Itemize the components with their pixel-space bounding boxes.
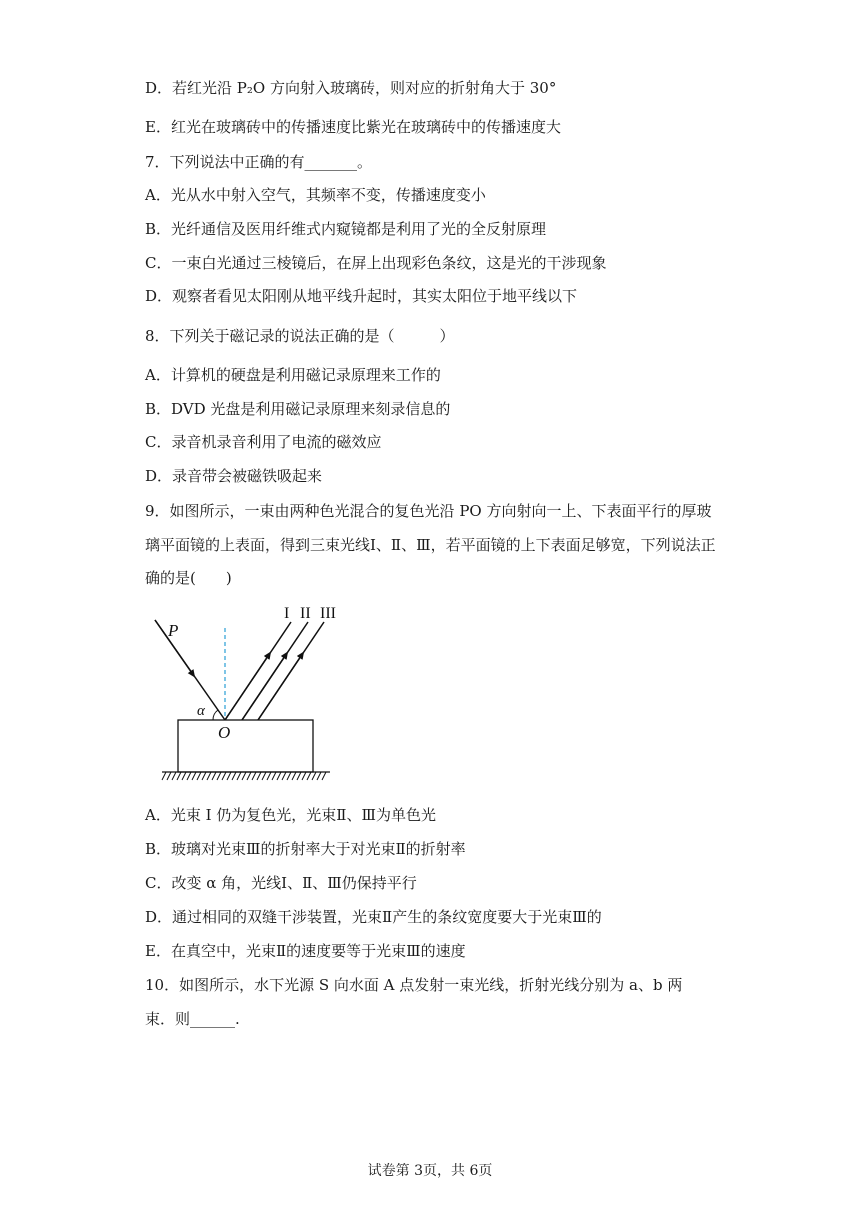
- question-9-line-3: 确的是( ): [145, 569, 232, 587]
- option-7d: D．观察者看见太阳刚从地平线升起时，其实太阳位于地平线以下: [145, 287, 578, 305]
- glass-block: [178, 720, 313, 772]
- question-8: 8．下列关于磁记录的说法正确的是（ ）: [145, 327, 455, 345]
- label-ray-i: I: [284, 605, 290, 622]
- label-ray-iii: III: [320, 605, 336, 622]
- option-7a: A．光从水中射入空气，其频率不变，传播速度变小: [145, 186, 486, 204]
- option-8b: B．DVD 光盘是利用磁记录原理来刻录信息的: [145, 400, 451, 418]
- option-9e: E．在真空中，光束Ⅱ的速度要等于光束Ⅲ的速度: [145, 942, 466, 960]
- question-9-line-2: 璃平面镜的上表面，得到三束光线Ⅰ、Ⅱ、Ⅲ，若平面镜的上下表面足够宽，下列说法正: [145, 536, 716, 554]
- page-footer: 试卷第 3页，共 6页: [367, 1163, 493, 1179]
- option-6d: D．若红光沿 P₂O 方向射入玻璃砖，则对应的折射角大于 30°: [145, 79, 557, 97]
- ray-i-arrow: [225, 653, 270, 720]
- question-9-line-1: 9．如图所示，一束由两种色光混合的复色光沿 PO 方向射向一上、下表面平行的厚玻: [145, 502, 712, 520]
- label-alpha: α: [197, 703, 205, 719]
- option-7b: B．光纤通信及医用纤维式内窥镜都是利用了光的全反射原理: [145, 220, 547, 238]
- option-8a: A．计算机的硬盘是利用磁记录原理来工作的: [145, 366, 441, 384]
- figure-svg: [150, 600, 370, 790]
- label-o: O: [218, 723, 231, 742]
- option-7c: C．一束白光通过三棱镜后，在屏上出现彩色条纹，这是光的干涉现象: [145, 254, 607, 272]
- question-10-line-1: 10．如图所示，水下光源 S 向水面 A 点发射一束光线，折射光线分别为 a、b 两: [145, 976, 683, 994]
- label-ray-ii: II: [300, 605, 311, 622]
- alpha-arc: [213, 710, 218, 720]
- label-p: P: [168, 621, 179, 640]
- option-9b: B．玻璃对光束Ⅲ的折射率大于对光束Ⅱ的折射率: [145, 840, 466, 858]
- glass-slab-figure: [150, 600, 370, 794]
- option-8c: C．录音机录音利用了电流的磁效应: [145, 433, 382, 451]
- option-9a: A．光束 I 仍为复色光，光束Ⅱ、Ⅲ为单色光: [145, 806, 436, 824]
- option-9c: C．改变 α 角，光线Ⅰ、Ⅱ、Ⅲ仍保持平行: [145, 874, 417, 892]
- option-9d: D．通过相同的双缝干涉装置，光束Ⅱ产生的条纹宽度要大于光束Ⅲ的: [145, 908, 602, 926]
- question-10-line-2: 束．则______.: [145, 1010, 240, 1028]
- option-8d: D．录音带会被磁铁吸起来: [145, 467, 323, 485]
- question-7: 7．下列说法中正确的有_______。: [145, 153, 373, 171]
- ground-hatching: [162, 772, 326, 780]
- option-6e: E．红光在玻璃砖中的传播速度比紫光在玻璃砖中的传播速度大: [145, 118, 561, 136]
